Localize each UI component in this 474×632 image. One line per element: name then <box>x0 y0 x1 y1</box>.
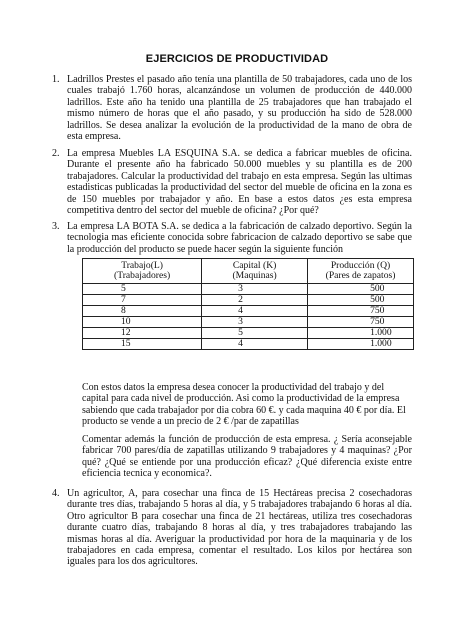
header-line: Capital (K) <box>232 260 277 271</box>
exercise-text: Ladrillos Prestes el pasado año tenía una plantilla de 50 trabajadores, cada uno de los cuales trabajó 1.760 horas, alcanzándose un volumen de producción de 440.000 ladrillos. Este año ha tenido una plantilla de 25 trabajadores que han trabajado el mismo número de horas que el año pasado, y su producción ha sido de 528.000 ladrillos. Se desea analizar la evolución de la productividad de la mano de obra de esta empresa. <box>67 74 412 143</box>
table-cell: 4 <box>202 339 308 350</box>
exercise-1 <box>52 74 412 143</box>
table-cell: 15 <box>83 339 202 350</box>
header-line: Trabajo(L) <box>121 260 163 271</box>
exercise-2 <box>52 148 412 217</box>
column-header-labor <box>83 259 202 284</box>
table-row <box>83 284 414 295</box>
column-header-capital <box>202 259 308 284</box>
table-cell: 12 <box>83 328 202 339</box>
exercise-3 <box>52 221 412 255</box>
paragraph: Comentar además la función de producción de esta empresa. ¿ Sería aconsejable fabricar 700 pares/día de zapatillas utilizando 9 trabajadores y 4 maquinas? ¿Por qué? ¿Qué se entiende por una producción eficaz? ¿Qué diferencia existe entre eficiencia tecnica y economica?. <box>82 434 412 480</box>
table-row <box>83 328 414 339</box>
exercise-text: Un agricultor, A, para cosechar una finca de 15 Hectáreas precisa 2 cosechadoras durante tres días, trabajando 5 horas al día, y 5 trabajadores trabajando 6 horas al día. Otro agricultor B para cosechar una finca de 21 hectáreas, utiliza tres cosechadoras durante cuatro días, trabajando 8 horas al día, y tres trabajadores trabajando las mismas horas al día. Averiguar la productividad por hora de la maquinaria y de los trabajadores en cada empresa, comentar el resultado. Los kilos por hectárea son iguales para los dos agricultores. <box>67 488 412 568</box>
table-cell: 750 <box>308 317 414 328</box>
header-line: (Trabajadores) <box>114 270 171 281</box>
exercise-number: 1. <box>52 74 60 85</box>
table-cell: 4 <box>202 306 308 317</box>
table-row <box>83 317 414 328</box>
table-row <box>83 339 414 350</box>
table-cell: 8 <box>83 306 202 317</box>
column-header-production <box>308 259 414 284</box>
production-table <box>82 258 414 350</box>
table-cell: 3 <box>202 317 308 328</box>
table-cell: 500 <box>308 284 414 295</box>
table-cell: 1.000 <box>308 328 414 339</box>
table-row <box>83 295 414 306</box>
table-cell: 10 <box>83 317 202 328</box>
header-line: (Pares de zapatos) <box>325 270 396 281</box>
table-cell: 3 <box>202 284 308 295</box>
exercise-text: La empresa LA BOTA S.A. se dedica a la fabricación de calzado deportivo. Según la tecnologia mas eficiente conocida sobre fabricacion de calzado deportivo se sabe que la producción del producto se puede hacer según la siguiente función <box>67 221 412 255</box>
table-header-row <box>83 259 414 284</box>
exercise-number: 3. <box>52 221 60 232</box>
exercise-text: La empresa Muebles LA ESQUINA S.A. se dedica a fabricar muebles de oficina. Durante el presente año ha fabricado 50.000 muebles y su plantilla es de 200 trabajadores. Calcular la productividad del trabajo en esta empresa. Según las ultimas estadisticas publicadas la productividad del sector del mueble de oficina en la zona es de 150 muebles por trabajador y año. En base a estos datos ¿es esta empresa competitiva dentro del sector del mueble de oficina? ¿Por qué? <box>67 148 412 217</box>
table-cell: 5 <box>202 328 308 339</box>
exercise-3-questions <box>82 434 412 480</box>
table-cell: 750 <box>308 306 414 317</box>
exercise-3-continuation <box>82 382 412 428</box>
table-cell: 5 <box>83 284 202 295</box>
page-title: EJERCICIOS DE PRODUCTIVIDAD <box>145 53 329 65</box>
header-line: (Maquinas) <box>232 270 277 281</box>
table-cell: 500 <box>308 295 414 306</box>
table-cell: 1.000 <box>308 339 414 350</box>
paragraph: Con estos datos la empresa desea conocer la productividad del trabajo y del capital para cada nivel de producción. Asi como la productividad de la empresa sabiendo que cada trabajador por dia cobra 60 €. y cada maquina 40 € por día. El producto se vende a un precio de 2 € /par de zapatillas <box>82 382 406 428</box>
exercise-number: 2. <box>52 148 60 159</box>
header-line: Producción (Q) <box>330 260 391 271</box>
table-cell: 7 <box>83 295 202 306</box>
exercise-number: 4. <box>52 488 60 499</box>
table-row <box>83 306 414 317</box>
table-cell: 2 <box>202 295 308 306</box>
exercise-4 <box>52 488 412 568</box>
